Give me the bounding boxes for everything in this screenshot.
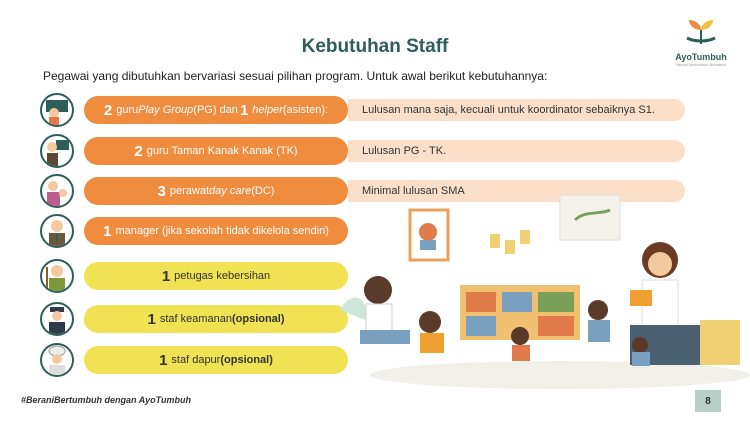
staff-label-manager: 1 manager (jika sekolah tidak dikelola sendiri) (84, 217, 348, 245)
staff-label-security: 1 staf keamanan (opsional) (84, 305, 348, 333)
sprout-icon (681, 18, 721, 46)
security-icon (40, 302, 74, 336)
staff-label-kitchen: 1 staf dapur (opsional) (84, 346, 348, 374)
cleaner-icon (40, 259, 74, 293)
staff-label-cleaner: 1 petugas kebersihan (84, 262, 348, 290)
staff-label-tk: 2 guru Taman Kanak Kanak (TK) (84, 137, 348, 165)
manager-icon (40, 214, 74, 248)
caregiver-icon (40, 174, 74, 208)
requirement-pg: Lulusan mana saja, kecuali untuk koordinator sebaiknya S1. (348, 99, 685, 121)
page-number: 8 (695, 390, 721, 412)
classroom-illustration (330, 190, 750, 390)
staff-label-dc: 3 perawat day care (DC) (84, 177, 348, 205)
intro-text: Pegawai yang dibutuhkan bervariasi sesuai pilihan program. Untuk awal berikut kebutuhannya: (43, 69, 548, 83)
teacher-icon (40, 93, 74, 127)
page-title: Kebutuhan Staff (301, 36, 449, 57)
staff-label-pg: 2 guru Play Group (PG) dan 1 helper (asisten): (84, 96, 348, 124)
kindergarten-teacher-icon (40, 134, 74, 168)
footer-hashtag: #BeraniBertumbuh dengan AyoTumbuh (21, 395, 192, 405)
requirement-tk: Lulusan PG - TK. (348, 140, 685, 162)
requirement-dc: Minimal lulusan SMA (348, 180, 685, 202)
logo-tagline: Berani Bertumbuh Bersama (676, 62, 726, 67)
ayotumbuh-logo (670, 18, 732, 67)
chef-icon (40, 343, 74, 377)
logo-name: AyoTumbuh (675, 52, 727, 62)
